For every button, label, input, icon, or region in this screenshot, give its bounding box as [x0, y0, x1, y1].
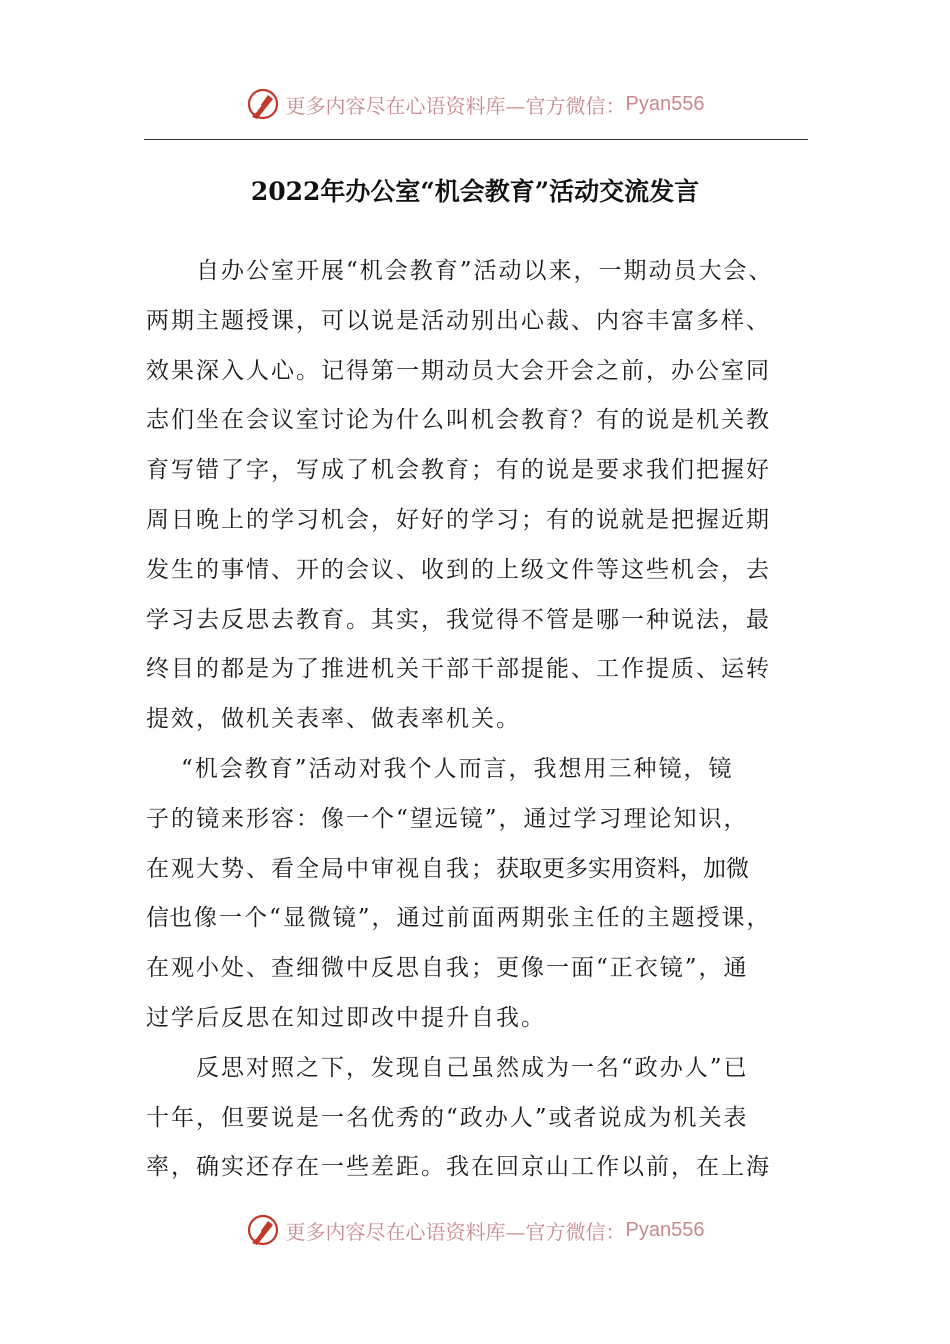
body-line: 两期主题授课，可以说是活动别出心裁、内容丰富多样、	[146, 307, 771, 334]
body-line: 自办公室开展“机会教育”活动以来，一期动员大会、	[196, 258, 774, 284]
promo-text: 信	[146, 905, 169, 932]
body-line: 率，确实还存在一些差距。我在回京山工作以前，在上海	[146, 1154, 771, 1181]
promo-text: 获取更多实用资料，加微	[496, 855, 749, 882]
header-divider	[144, 139, 808, 140]
body-line: 学习去反思去教育。其实，我觉得不管是哪一种说法，最	[146, 606, 771, 633]
watermark-text: 更多内容尽在心语资料库—官方微信：	[285, 93, 626, 118]
body-line: 终目的都是为了推进机关干部干部提能、工作提质、运转	[146, 656, 771, 683]
header-watermark	[0, 84, 950, 124]
body-line: 发生的事情、开的会议、收到的上级文件等这些机会，去	[146, 556, 771, 583]
body-line: 志们坐在会议室讨论为什么叫机会教育？有的说是机关教	[146, 407, 771, 434]
watermark-wechat-id: Pyan556	[625, 1218, 705, 1241]
body-line: “机会教育”活动对我个人而言，我想用三种镜，镜	[181, 755, 734, 782]
body-line: 反思对照之下，发现自己虽然成为一名“政办人”已	[196, 1054, 749, 1081]
body-text: 也像一个“显微镜”，通过前面两期张主任的主题授课，	[169, 905, 772, 932]
document-body	[146, 247, 826, 1193]
body-line: 十年，但要说是一名优秀的“政办人”或者说成为机关表	[146, 1104, 749, 1131]
watermark-text: 更多内容尽在心语资料库—官方微信：	[285, 1219, 626, 1244]
body-line: 效果深入人心。记得第一期动员大会开会之前，办公室同	[146, 357, 771, 384]
body-line: 在观小处、查细微中反思自我；更像一面“正衣镜”，通	[146, 955, 749, 982]
footer-watermark	[0, 1210, 950, 1250]
body-line	[146, 845, 826, 895]
body-line: 过学后反思在知过即改中提升自我。	[146, 1004, 546, 1031]
body-line: 育写错了字，写成了机会教育；有的说是要求我们把握好	[146, 457, 771, 484]
pen-logo-icon	[246, 1213, 280, 1247]
body-line: 子的镜来形容：像一个“望远镜”，通过学习理论知识，	[146, 805, 749, 832]
watermark-wechat-id: Pyan556	[625, 92, 705, 115]
body-text: 在观大势、看全局中审视自我；	[146, 855, 496, 882]
body-line: 周日晚上的学习机会，好好的学习；有的说就是把握近期	[146, 506, 771, 533]
pen-logo-icon	[246, 87, 280, 121]
document-title: 2022年办公室“机会教育”活动交流发言	[250, 177, 700, 206]
body-line: 提效，做机关表率、做表率机关。	[146, 706, 521, 733]
body-line	[146, 894, 826, 944]
